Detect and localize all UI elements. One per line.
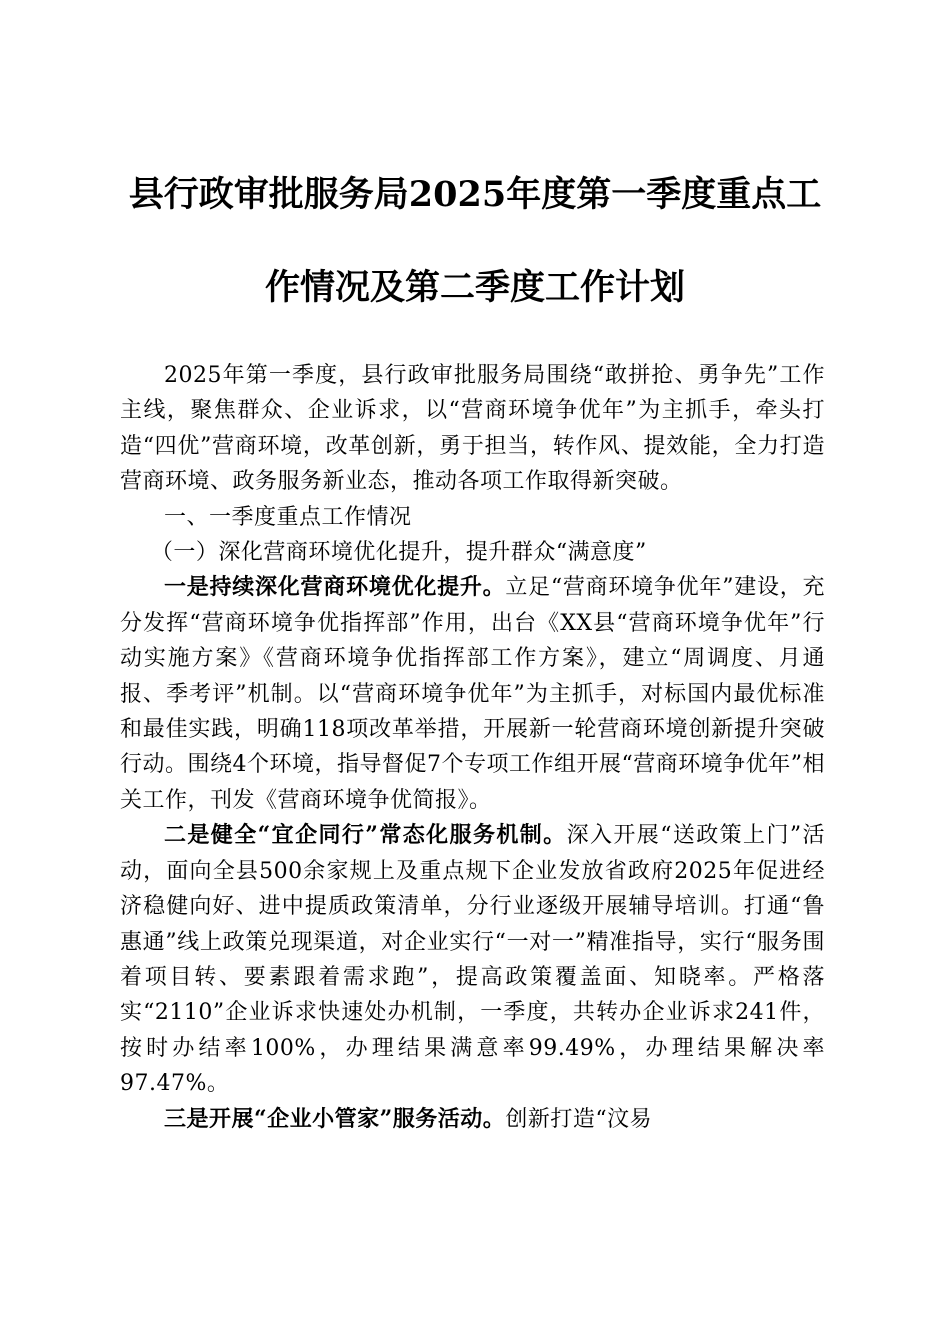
item-2-body: 深入开展“送政策上门”活动，面向全县500余家规上及重点规下企业发放省政府2025年促进经济稳健向好、进中提质政策清单，分行业逐级开展辅导培训。打通“鲁惠通”线上政策兑现渠道，对企业实行“一对一”精准指导，实行“服务围着项目转、要素跟着需求跑”，提高政策覆盖面、知晓率。严格落实“2110”企业诉求快速处办机制，一季度，共转办企业诉求241件，按时办结率100%，办理结果满意率99.49%，办理结果解决率97.47%。 [120,823,826,1097]
document-title-line-2: 作情况及第二季度工作计划 [264,267,685,308]
item-3-body: 创新打造“汶易 [505,1106,653,1132]
item-3-lead: 三是开展“企业小管家”服务活动。 [164,1105,506,1132]
item-paragraph-3 [120,1102,825,1137]
item-paragraph-1 [120,570,825,818]
subsection-heading-1 [120,535,825,570]
item-1-body: 立足“营商环境争优年”建设，充分发挥“营商环境争优指挥部”作用，出台《XX县“营商环境争优年”行动实施方案》《营商环境争优指挥部工作方案》，建立“周调度、月通报、季考评”机制。以“营商环境争优年”为主抓手，对标国内最优标准和最佳实践，明确118项改革举措，开展新一轮营商环境创新提升突破行动。围绕4个环境，指导督促7个专项工作组开展“营商环境争优年”相关工作，刊发《营商环境争优简报》。 [120,575,825,813]
item-2-lead: 二是健全“宜企同行”常态化服务机制。 [164,822,567,849]
document-title-line-1: 县行政审批服务局2025年度第一季度重点工 [128,174,822,215]
intro-paragraph: 2025年第一季度，县行政审批服务局围绕“敢拼抢、勇争先”工作主线，聚焦群众、企业诉求，以“营商环境争优年”为主抓手，牵头打造“四优”营商环境，改革创新，勇于担当，转作风、提效能，全力打造营商环境、政务服务新业态，推动各项工作取得新突破。 [120,363,825,495]
subsection-heading-1-text: （一）深化营商环境优化提升，提升群众“满意度” [150,540,647,566]
section-heading-1: 一、一季度重点工作情况 [164,504,412,530]
document-body [120,358,825,1137]
item-paragraph-2 [120,818,825,1101]
item-1-lead: 一是持续深化营商环境优化提升。 [164,574,506,601]
